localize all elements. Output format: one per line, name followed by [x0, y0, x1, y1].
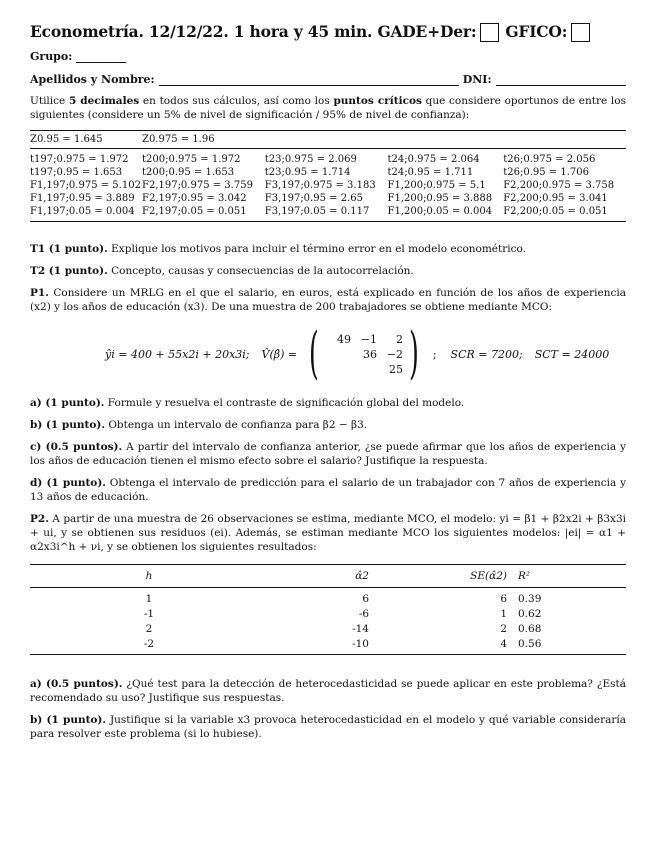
exam-title: Econometría. 12/12/22. 1 hora y 45 min. GADE+Der:: [30, 22, 477, 41]
right-paren-icon: ): [408, 321, 419, 386]
p1-question-d: d) (1 punto). Obtenga el intervalo de predicción para el salario de un trabajador con 7 años de experiencia y 13 años de educación.: [30, 477, 627, 503]
critical-cell: F2,200;0.95 = 3.041: [503, 193, 608, 204]
matrix-cell: [351, 363, 377, 376]
dni-field[interactable]: [496, 74, 626, 86]
gade-der-checkbox[interactable]: [480, 23, 499, 42]
critical-cell: t23;0.95 = 1.714: [264, 167, 351, 178]
critical-cell: F1,200;0.975 = 5.1: [387, 180, 486, 191]
critical-cell: t197;0.95 = 1.653: [30, 167, 123, 178]
matrix-cell: −1: [360, 332, 377, 346]
p2-question-b: b) (1 punto). Justifique si la variable x3 provoca heterocedasticidad en el modelo y qué variable consideraría para resolver este problema (si lo hubiese).: [30, 714, 626, 740]
critical-cell: F2,200;0.975 = 3.758: [503, 180, 615, 191]
matrix-cell: 25: [388, 362, 403, 376]
critical-cell: t200;0.975 = 1.972: [142, 154, 241, 165]
critical-cell: F2,197;0.95 = 3.042: [142, 193, 247, 204]
p2-question-a: a) (0.5 puntos). ¿Qué test para la detección de heterocedasticidad se puede aplicar en este problema? ¿Está recomendado su uso? Justifique sus respuestas.: [30, 678, 626, 704]
matrix-grid: [325, 333, 403, 376]
p1-model-equation: ŷi = 400 + 55x2i + 20x3i; V̂(β̂) = ( 49 −1 2 36 −2 25 ) ; SCR = 7200; SCT = 24000: [105, 321, 610, 386]
matrix-cell: 36: [362, 347, 377, 361]
critical-cell: F2,197;0.975 = 3.759: [142, 180, 253, 191]
grupo-field[interactable]: [76, 51, 126, 63]
intro-text: Utilice 5 decimales en todos sus cálculos, así como los puntos críticos que considere oportunos de entre los siguientes (considere un 5% de nivel de significación / 95% de nivel de confianza):: [30, 95, 626, 121]
critical-cell: F3,197;0.975 = 3.183: [264, 180, 376, 191]
critical-cell: t23;0.975 = 2.069: [264, 154, 357, 165]
critical-cell: t26;0.975 = 2.056: [503, 154, 596, 165]
p1-question-a: a) (1 punto). Formule y resuelva el contraste de significación global del modelo.: [30, 397, 465, 409]
critical-cell: t26;0.95 = 1.706: [503, 167, 589, 178]
critical-cell: F2,200;0.05 = 0.051: [503, 205, 626, 222]
critical-cell: F3,197;0.95 = 2.65: [264, 193, 363, 204]
exam-title-row: [30, 18, 626, 46]
matrix-cell: 2: [395, 332, 403, 346]
p1-sct: SCT = 24000: [534, 347, 610, 361]
critical-cell: F1,197;0.05 = 0.004: [30, 205, 142, 222]
p2-col-header: h: [30, 565, 268, 588]
critical-head-cell: Z0.975 = 1.96: [142, 131, 265, 149]
critical-cell: F2,197;0.05 = 0.051: [142, 205, 265, 222]
nombre-field[interactable]: [159, 74, 459, 86]
p1-scr: SCR = 7200;: [450, 347, 523, 361]
nombre-label: Apellidos y Nombre:: [30, 73, 155, 86]
matrix-cell: [325, 363, 351, 376]
matrix-cell: −2: [386, 347, 403, 361]
exam-page: [30, 18, 626, 741]
question-t1: T1 (1 punto). Explique los motivos para incluir el término error en el modelo econométrico.: [30, 243, 526, 255]
problem-p2-statement: P2. A partir de una muestra de 26 observaciones se estima, mediante MCO, el modelo: yi = β1 + β2x2i + β3x3i + ui, y se obtienen sus residuos (ei). Además, se estiman mediante MCO los siguientes modelos: |ei| = α1 + α2x3i^h + νi, y se obtienen los siguientes resultados:: [30, 513, 626, 553]
critical-cell: t24;0.975 = 2.064: [387, 154, 480, 165]
p2-results-table: [30, 564, 626, 655]
dni-label: DNI:: [462, 73, 492, 86]
table-row: 2 -14 2 0.68: [145, 622, 542, 635]
p1-vcov-label: V̂(β̂) =: [261, 347, 298, 361]
matrix-cell: [325, 348, 351, 361]
critical-head-cell: Z0.95 = 1.645: [30, 131, 142, 149]
critical-cell: F3,197;0.05 = 0.117: [265, 205, 388, 222]
critical-cell: t200;0.95 = 1.653: [142, 167, 235, 178]
critical-cell: F1,200;0.95 = 3.888: [387, 193, 493, 204]
table-row: 1 6 6 0.39: [145, 592, 542, 605]
left-paren-icon: (: [309, 321, 319, 386]
p2-col-header: α̂2: [268, 565, 370, 588]
p1-model: ŷi = 400 + 55x2i + 20x3i;: [105, 347, 250, 361]
p1-question-b: b) (1 punto). Obtenga un intervalo de confianza para β2 − β3.: [30, 419, 368, 431]
grupo-row: [30, 50, 130, 63]
problem-p1-statement: P1. Considere un MRLG en el que el salario, en euros, está explicado en función de los años de experiencia (x2) y los años de educación (x3). De una muestra de 200 trabajadores se obtiene mediante MCO:: [30, 287, 626, 313]
critical-cell: t24;0.95 = 1.711: [387, 167, 474, 178]
p2-col-header: SE(α̂2): [370, 565, 508, 588]
critical-cell: F1,197;0.975 = 5.102: [30, 180, 141, 191]
name-row: [30, 73, 626, 86]
vcov-matrix: [303, 321, 425, 386]
gfico-label: GFICO:: [505, 22, 568, 41]
p2-col-header: R²: [508, 565, 626, 588]
p1-question-c: c) (0.5 puntos). A partir del intervalo de confianza anterior, ¿se puede afirmar que los años de experiencia y los años de educación tienen el mismo efecto sobre el salario? Justifique la respuesta.: [30, 441, 627, 467]
critical-cell: F1,197;0.95 = 3.889: [30, 193, 135, 204]
matrix-cell: 49: [336, 332, 351, 346]
table-row: -1 -6 1 0.62: [143, 607, 542, 620]
question-t2: T2 (1 punto). Concepto, causas y consecuencias de la autocorrelación.: [30, 265, 414, 277]
critical-values-table: [30, 130, 626, 222]
critical-cell: t197;0.975 = 1.972: [30, 154, 129, 165]
table-row: -2 -10 4 0.56: [30, 636, 626, 655]
grupo-label: Grupo:: [30, 50, 73, 63]
critical-cell: F1,200;0.05 = 0.004: [388, 205, 504, 222]
gfico-checkbox[interactable]: [571, 23, 590, 42]
